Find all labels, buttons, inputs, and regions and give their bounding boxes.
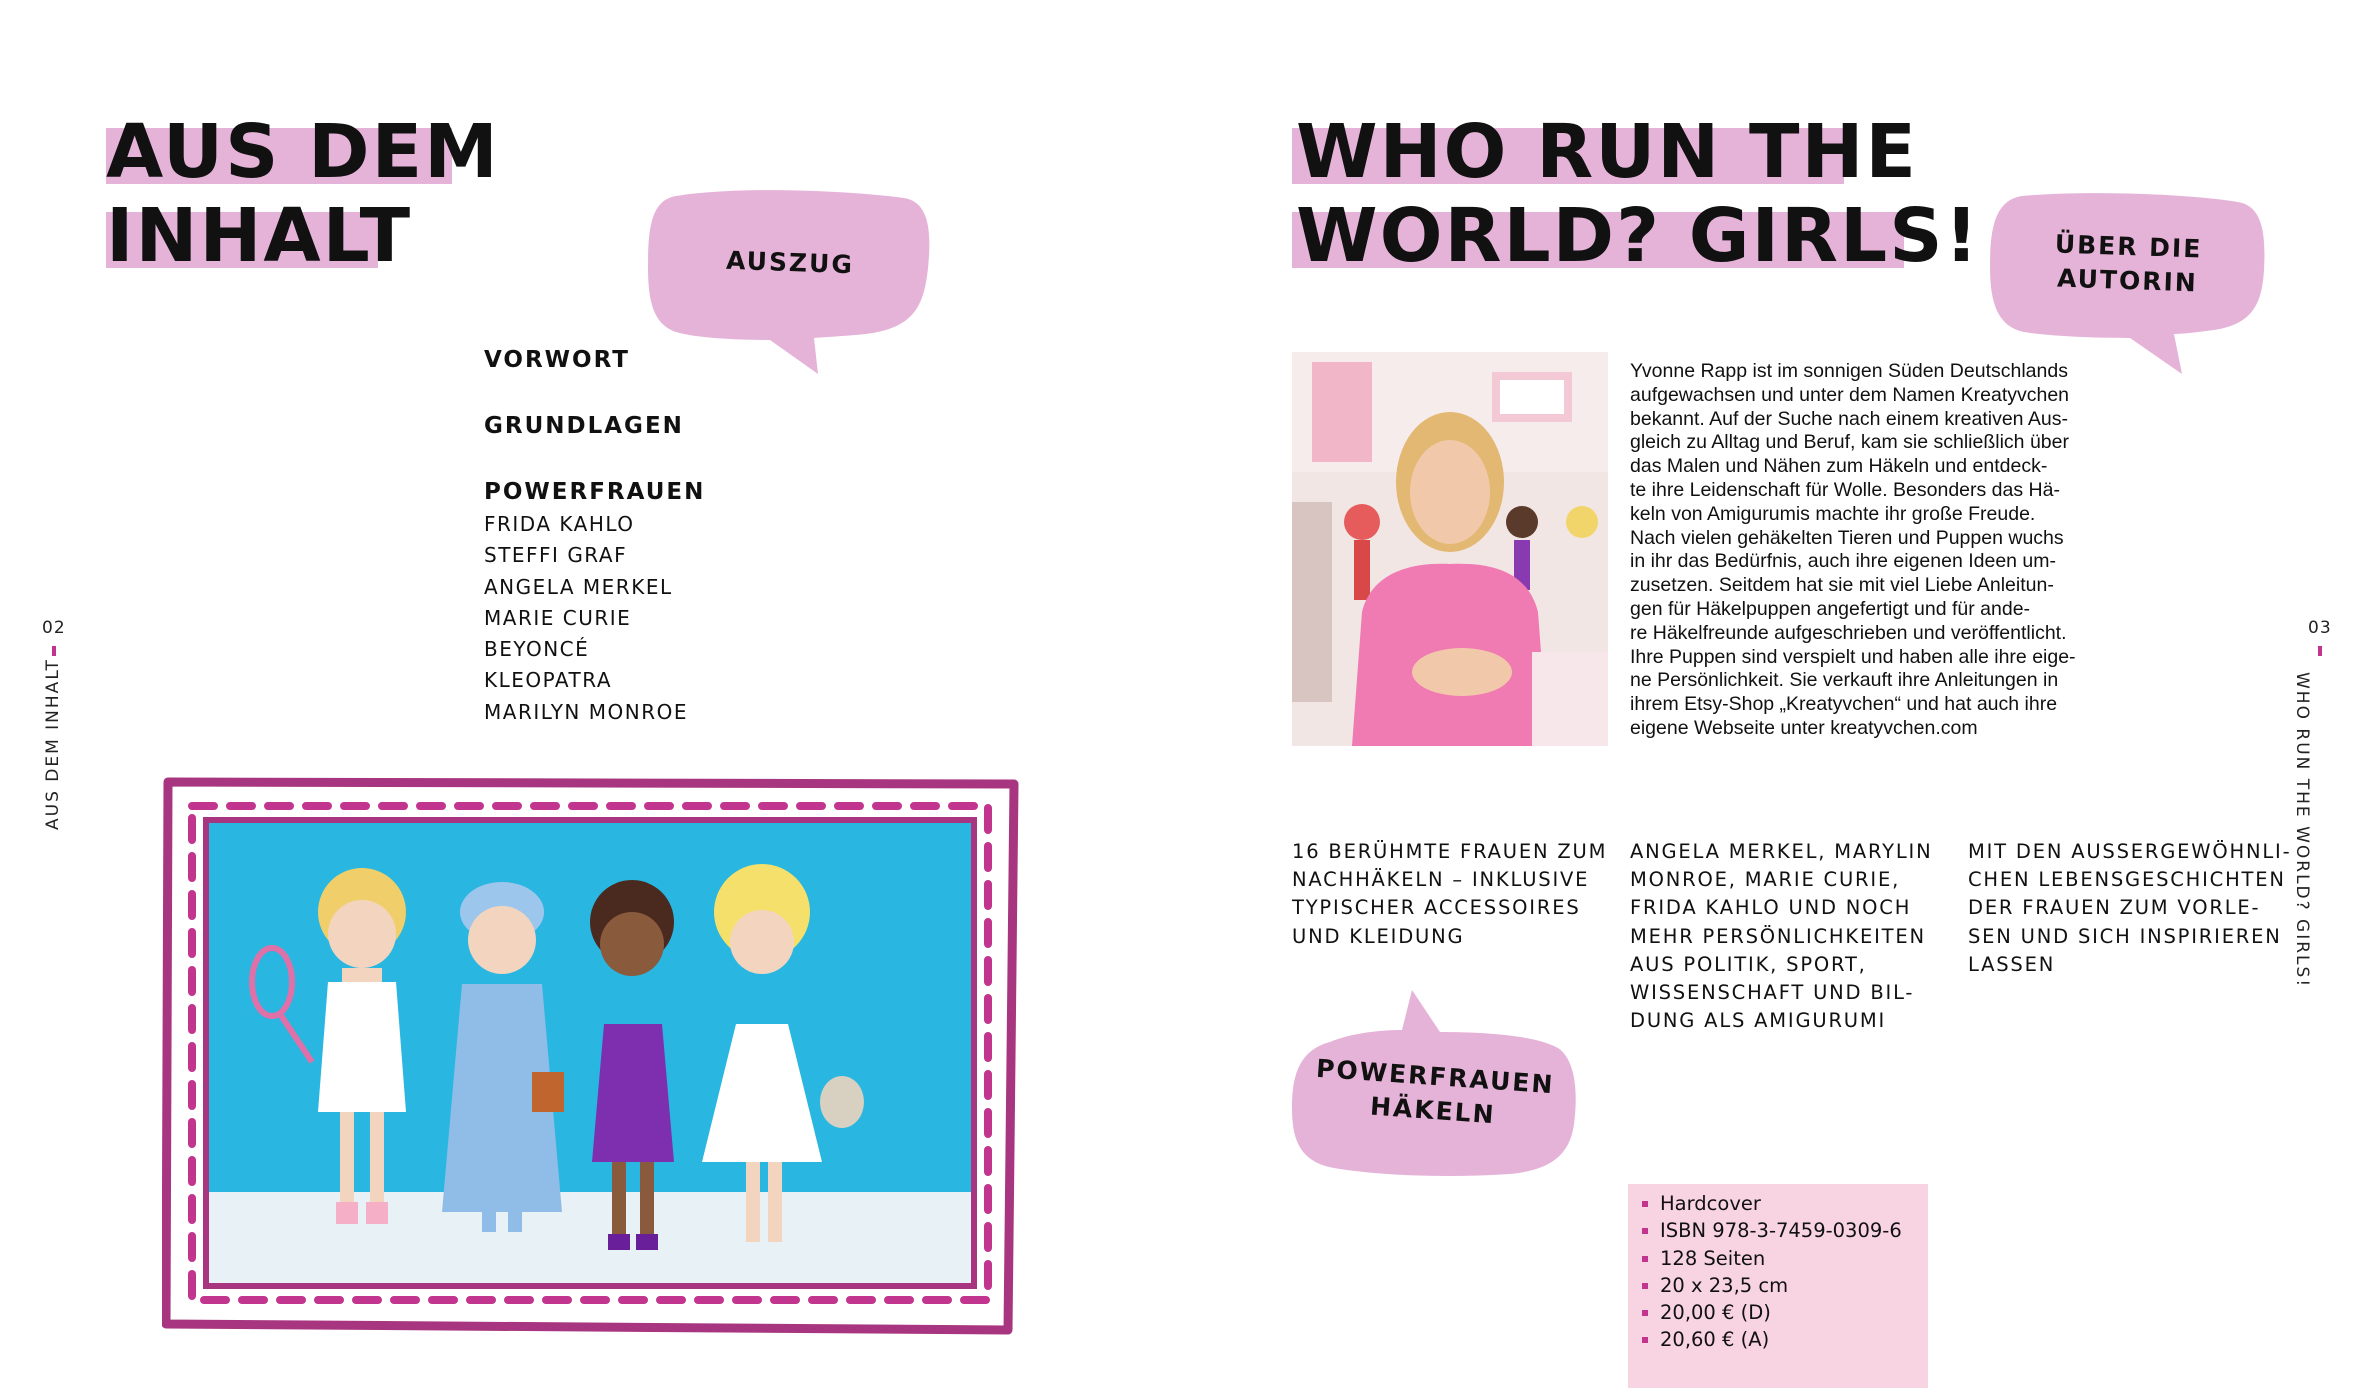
feature-line: ANGELA MERKEL, MARYLIN bbox=[1630, 840, 1933, 863]
running-header: AUS DEM INHALT bbox=[43, 658, 63, 830]
feature-line: DER FRAUEN ZUM VORLE- bbox=[1968, 896, 2261, 920]
toc-list bbox=[484, 509, 688, 728]
running-header: WHO RUN THE WORLD? GIRLS! bbox=[2292, 672, 2312, 989]
toc-item: MARIE CURIE bbox=[484, 605, 632, 630]
page-number: 02 bbox=[42, 618, 66, 638]
page-marker bbox=[52, 646, 56, 656]
speech-bubble-powerfrauen bbox=[1290, 984, 1578, 1180]
speech-bubble-auszug bbox=[646, 188, 934, 384]
headline-line: INHALT bbox=[106, 193, 413, 279]
feature-line: 16 BERÜHMTE FRAUEN ZUM bbox=[1292, 840, 1608, 863]
toc-item: BEYONCÉ bbox=[484, 637, 590, 662]
feature-column-3 bbox=[1968, 838, 2291, 979]
bio-line: ne Persönlichkeit. Sie verkauft ihre Anleitungen in bbox=[1630, 669, 2059, 692]
page-title bbox=[1296, 110, 1980, 278]
author-photo bbox=[1292, 352, 1608, 746]
page-title bbox=[106, 110, 500, 278]
feature-line: SEN UND SICH INSPIRIEREN bbox=[1968, 924, 2282, 948]
bio-line: ihrem Etsy-Shop „Kreatyvchen“ und hat auch ihre bbox=[1630, 693, 2058, 716]
author-bio bbox=[1630, 360, 2076, 741]
toc-section: VORWORT bbox=[484, 347, 630, 373]
info-item: ISBN 978-3-7459-0309-6 bbox=[1636, 1217, 1928, 1244]
speech-bubble-author bbox=[1988, 192, 2268, 380]
bio-line: Nach vielen gehäkelten Tieren und Puppen wuchs bbox=[1630, 526, 2064, 549]
toc-item: FRIDA KAHLO bbox=[484, 512, 635, 536]
bio-line: Ihre Puppen sind verspielt und haben alle ihre eige- bbox=[1630, 645, 2076, 668]
product-info-box bbox=[1628, 1184, 1928, 1388]
bio-line: Yvonne Rapp ist im sonnigen Süden Deutschlands bbox=[1630, 360, 2068, 382]
feature-line: MEHR PERSÖNLICHKEITEN bbox=[1630, 924, 1926, 948]
bio-line: das Malen und Nähen zum Häkeln und entdeck- bbox=[1630, 455, 2048, 478]
feature-line: UND KLEIDUNG bbox=[1292, 924, 1465, 948]
bubble-label-line: ÜBER DIE bbox=[2054, 229, 2203, 264]
bio-line: aufgewachsen und unter dem Namen Kreatyvchen bbox=[1630, 383, 2070, 406]
bio-line: keln von Amigurumis machte ihr große Freude. bbox=[1630, 502, 2036, 525]
toc-item: ANGELA MERKEL bbox=[484, 574, 673, 599]
bio-line: bekannt. Auf der Suche nach einem kreativen Aus- bbox=[1630, 407, 2068, 430]
headline-line: AUS DEM bbox=[106, 109, 500, 195]
doll-photo-frame bbox=[162, 772, 1020, 1336]
bio-line: in ihr das Bedürfnis, auch ihre eigenen Ideen um- bbox=[1630, 550, 2057, 573]
info-item: Hardcover bbox=[1636, 1190, 1928, 1217]
feature-column-1 bbox=[1292, 838, 1607, 951]
feature-line: LASSEN bbox=[1968, 952, 2056, 976]
page-marker bbox=[2318, 646, 2322, 656]
bubble-label bbox=[1987, 225, 2269, 303]
bubble-label-line: POWERFRAUEN bbox=[1315, 1053, 1556, 1100]
headline-line: WORLD? GIRLS! bbox=[1296, 193, 1981, 279]
feature-line: MONROE, MARIE CURIE, bbox=[1630, 868, 1901, 892]
info-item: 20,60 € (A) bbox=[1636, 1326, 1928, 1353]
feature-line: FRIDA KAHLO UND NOCH bbox=[1630, 896, 1912, 920]
bio-line: zusetzen. Seitdem hat sie mit viel Liebe Anleitun- bbox=[1630, 574, 2054, 597]
bio-line: eigene Webseite unter kreatyvchen.com bbox=[1630, 716, 1978, 739]
info-item: 20 x 23,5 cm bbox=[1636, 1272, 1928, 1299]
toc-section: GRUNDLAGEN bbox=[484, 413, 684, 439]
bio-line: gleich zu Alltag und Beruf, kam sie schließlich über bbox=[1630, 431, 2069, 454]
feature-line: NACHHÄKELN – INKLUSIVE bbox=[1292, 868, 1590, 892]
page-number: 03 bbox=[2308, 618, 2332, 638]
bio-line: te ihre Leidenschaft für Wolle. Besonders das Hä- bbox=[1630, 478, 2060, 501]
feature-line: CHEN LEBENSGESCHICHTEN bbox=[1968, 868, 2286, 892]
feature-line: DUNG ALS AMIGURUMI bbox=[1630, 1009, 1887, 1033]
toc-section: POWERFRAUEN bbox=[484, 479, 706, 505]
headline-line: WHO RUN THE bbox=[1296, 109, 1918, 195]
toc-item: STEFFI GRAF bbox=[484, 543, 628, 568]
bio-line: re Häkelfreunde aufgeschrieben und veröffentlicht. bbox=[1630, 621, 2067, 644]
feature-line: TYPISCHER ACCESSOIRES bbox=[1292, 896, 1581, 920]
info-item: 128 Seiten bbox=[1636, 1245, 1928, 1272]
bubble-label: AUSZUG bbox=[725, 245, 855, 280]
toc-item: MARILYN MONROE bbox=[484, 699, 688, 724]
bubble-label-line: HÄKELN bbox=[1369, 1091, 1497, 1130]
bubble-label-line: AUTORIN bbox=[2056, 263, 2199, 298]
toc-item: KLEOPATRA bbox=[484, 668, 613, 693]
feature-column-2 bbox=[1630, 838, 1932, 1035]
bio-line: gen für Häkelpuppen angefertigt und für ande- bbox=[1630, 597, 2031, 620]
feature-line: MIT DEN AUSSERGEWÖHNLI- bbox=[1968, 840, 2292, 863]
info-item: 20,00 € (D) bbox=[1636, 1299, 1928, 1326]
feature-line: AUS POLITIK, SPORT, bbox=[1630, 952, 1867, 976]
feature-line: WISSENSCHAFT UND BIL- bbox=[1630, 981, 1915, 1005]
